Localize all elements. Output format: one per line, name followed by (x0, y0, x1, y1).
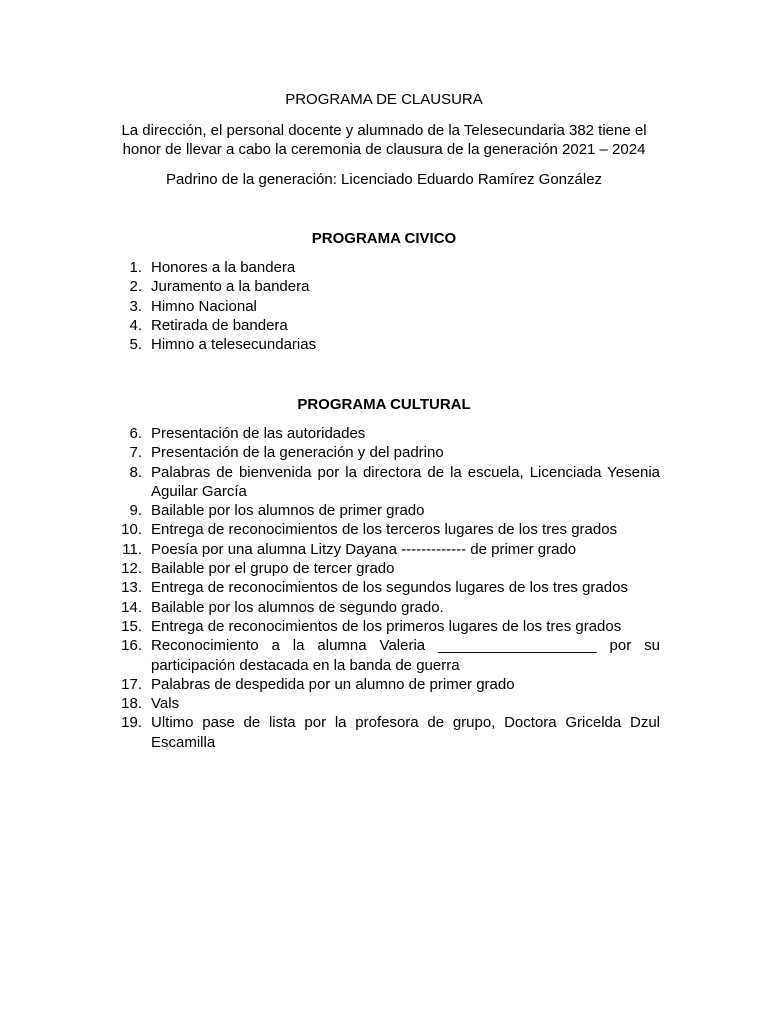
list-item (108, 277, 660, 296)
item-number: 7. (129, 444, 142, 462)
list-item (108, 559, 660, 578)
item-text: Juramento a la bandera (151, 278, 310, 296)
heading-programa-cultural: PROGRAMA CULTURAL (297, 396, 471, 413)
list-item (108, 694, 660, 713)
item-text: Honores a la bandera (151, 259, 296, 276)
document-title: PROGRAMA DE CLAUSURA (285, 91, 483, 108)
list-item (108, 501, 660, 520)
item-text: Palabras de bienvenida por la directora de la escuela, Licenciada Yesenia Aguilar García (151, 463, 660, 500)
item-number: 17. (121, 675, 142, 693)
item-text: Entrega de reconocimientos de los primeros lugares de los tres grados (151, 617, 622, 635)
item-text: Entrega de reconocimientos de los segundos lugares de los tres grados (151, 579, 628, 597)
item-number: 3. (129, 297, 142, 315)
item-text: Bailable por los alumnos de segundo grado. (151, 598, 444, 616)
list-item (108, 316, 660, 335)
item-number: 11. (122, 540, 142, 558)
list-item (108, 598, 660, 617)
item-number: 13. (121, 579, 142, 597)
list-item (108, 258, 660, 277)
list-item (108, 578, 660, 597)
item-text: Retirada de bandera (151, 316, 288, 334)
item-number: 8. (129, 463, 142, 481)
padrino-line: Padrino de la generación: Licenciado Eduardo Ramírez González (165, 171, 603, 188)
item-number: 2. (129, 278, 142, 296)
list-item (108, 540, 660, 559)
item-text: Presentación de la generación y del padrino (151, 444, 444, 462)
item-text: Himno Nacional (151, 297, 257, 315)
item-number: 5. (129, 336, 142, 354)
item-text: Ultimo pase de lista por la profesora de grupo, Doctora Gricelda Dzul Escamilla (151, 714, 660, 751)
list-item (108, 675, 660, 694)
item-text: Entrega de reconocimientos de los terceros lugares de los tres grados (151, 521, 618, 539)
heading-programa-civico: PROGRAMA CIVICO (311, 230, 457, 247)
item-text: Palabras de despedida por un alumno de primer grado (151, 675, 515, 693)
list-item (108, 424, 660, 443)
civico-list (108, 258, 660, 354)
item-text: Vals (151, 695, 180, 713)
item-text: Presentación de las autoridades (151, 425, 366, 442)
item-number: 4. (129, 316, 142, 334)
item-number: 9. (129, 502, 142, 520)
item-text: Himno a telesecundarias (151, 336, 317, 354)
item-number: 18. (121, 695, 142, 713)
item-number: 10. (121, 521, 142, 539)
item-number: 19. (121, 714, 142, 732)
intro-paragraph: La dirección, el personal docente y alumnado de la Telesecundaria 382 tiene el honor de llevar a cabo la ceremonia de clausura de la generación 2021 – 2024 (121, 122, 647, 158)
item-text: Bailable por el grupo de tercer grado (151, 560, 395, 578)
item-text: Bailable por los alumnos de primer grado (151, 502, 425, 520)
item-text: Poesía por una alumna Litzy Dayana ------------- de primer grado (151, 540, 577, 558)
item-text: Reconocimiento a la alumna Valeria ___________________ por su participación destacada en la banda de guerra (151, 637, 660, 674)
item-number: 6. (129, 425, 142, 442)
cultural-list (108, 424, 660, 752)
item-number: 15. (121, 617, 142, 635)
list-item (108, 713, 660, 752)
item-number: 16. (121, 637, 142, 655)
list-item (108, 617, 660, 636)
item-number: 1. (129, 259, 142, 276)
list-item (108, 443, 660, 462)
list-item (108, 520, 660, 539)
list-item (108, 636, 660, 675)
list-item (108, 297, 660, 316)
list-item (108, 463, 660, 502)
list-item (108, 335, 660, 354)
item-number: 14. (121, 598, 142, 616)
item-number: 12. (121, 560, 142, 578)
